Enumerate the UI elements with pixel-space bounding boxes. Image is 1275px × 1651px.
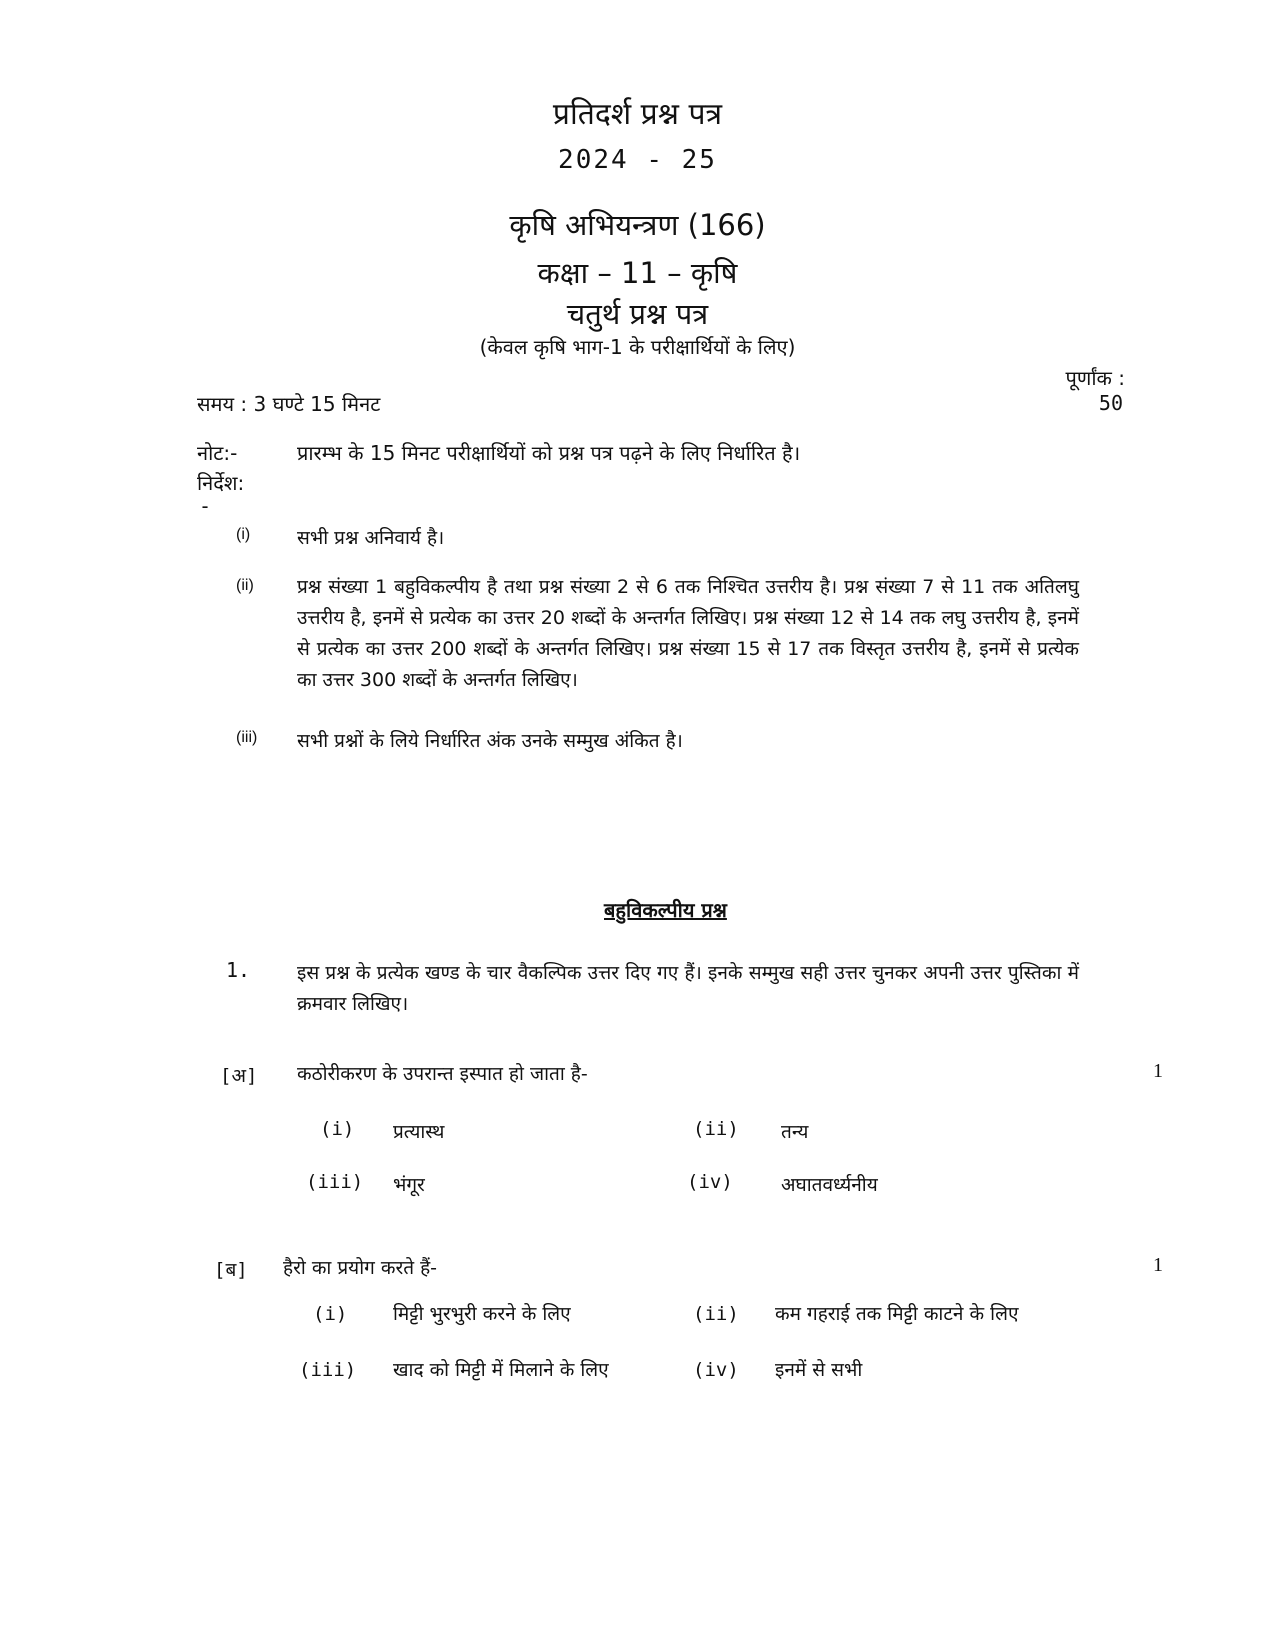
- instruction-num: (i): [236, 526, 251, 543]
- full-marks-label: पूर्णांक :: [1065, 366, 1125, 390]
- time-allowed: समय : 3 घण्टे 15 मिनट: [197, 392, 381, 416]
- instruction-num: (iii): [236, 729, 258, 746]
- session-year: 2024 - 25: [558, 145, 717, 175]
- option-num: (iv): [687, 1171, 733, 1193]
- instructions-dash: -: [199, 494, 212, 518]
- paper-scope-note: (केवल कृषि भाग-1 के परीक्षार्थियों के लिए): [479, 335, 796, 359]
- option-num: (i): [313, 1303, 348, 1325]
- part-b-question: हैरो का प्रयोग करते हैं-: [283, 1257, 438, 1279]
- option-text: अघातवर्ध्यनीय: [781, 1174, 878, 1196]
- option-text: इनमें से सभी: [775, 1359, 863, 1381]
- full-marks-value: 50: [1098, 391, 1123, 415]
- option-num: (iv): [693, 1359, 739, 1381]
- option-num: (ii): [693, 1303, 739, 1325]
- option-text: मिट्टी भुरभुरी करने के लिए: [393, 1303, 571, 1325]
- option-num: (iii): [306, 1171, 364, 1193]
- option-text: कम गहराई तक मिट्टी काटने के लिए: [775, 1303, 1019, 1325]
- option-num: (i): [320, 1118, 355, 1140]
- note-label: नोट:-: [197, 441, 238, 465]
- option-num: (iii): [299, 1359, 357, 1381]
- class-line: कक्षा – 11 – कृषि: [537, 256, 738, 290]
- instructions-label: निर्देश:: [197, 471, 245, 495]
- option-text: तन्य: [781, 1121, 809, 1143]
- part-a-question: कठोरीकरण के उपरान्त इस्पात हो जाता है-: [297, 1063, 588, 1085]
- instruction-text: सभी प्रश्न अनिवार्य है।: [297, 527, 445, 549]
- part-b-marks: 1: [1153, 1254, 1163, 1276]
- option-text: भंगूर: [393, 1174, 425, 1196]
- question-number: 1.: [226, 958, 251, 982]
- paper-name: चतुर्थ प्रश्न पत्र: [566, 297, 709, 331]
- part-a-marks: 1: [1153, 1060, 1163, 1082]
- instruction-text: प्रश्न संख्या 1 बहुविकल्पीय है तथा प्रश्न संख्या 2 से 6 तक निश्चित उत्तरीय है। प्रश्न संख्या 7 से 11 तक अतिलघु उत्तरीय है, इनमें से प्रत्येक का उत्तर 20 शब्दों के अन्तर्गत लिखिए। प्रश्न संख्या 12 से 14 तक लघु उत्तरीय है, इनमें से प्रत्येक का उत्तर 200 शब्दों के अन्तर्गत लिखिए। प्रश्न संख्या 15 से 17 तक विस्तृत उत्तरीय है, इनमें से प्रत्येक का उत्तर 300 शब्दों के अन्तर्गत लिखिए।: [297, 576, 1079, 691]
- page-title: प्रतिदर्श प्रश्न पत्र: [552, 97, 723, 132]
- section-heading: बहुविकल्पीय प्रश्न: [604, 898, 727, 922]
- subject-title: कृषि अभियन्त्रण (166): [509, 208, 766, 242]
- instruction-text: सभी प्रश्नों के लिये निर्धारित अंक उनके सम्मुख अंकित है।: [297, 730, 683, 752]
- part-b-label: [ब]: [214, 1259, 248, 1281]
- instruction-num: (ii): [236, 577, 254, 594]
- option-num: (ii): [693, 1118, 739, 1140]
- note-text: प्रारम्भ के 15 मिनट परीक्षार्थियों को प्रश्न पत्र पढ़ने के लिए निर्धारित है।: [297, 441, 801, 465]
- option-text: खाद को मिट्टी में मिलाने के लिए: [393, 1359, 609, 1381]
- option-text: प्रत्यास्थ: [393, 1121, 445, 1143]
- part-a-label: [अ]: [220, 1065, 258, 1087]
- question-intro: इस प्रश्न के प्रत्येक खण्ड के चार वैकल्पिक उत्तर दिए गए हैं। इनके सम्मुख सही उत्तर चुनकर अपनी उत्तर पुस्तिका में क्रमवार लिखिए।: [297, 962, 1079, 1015]
